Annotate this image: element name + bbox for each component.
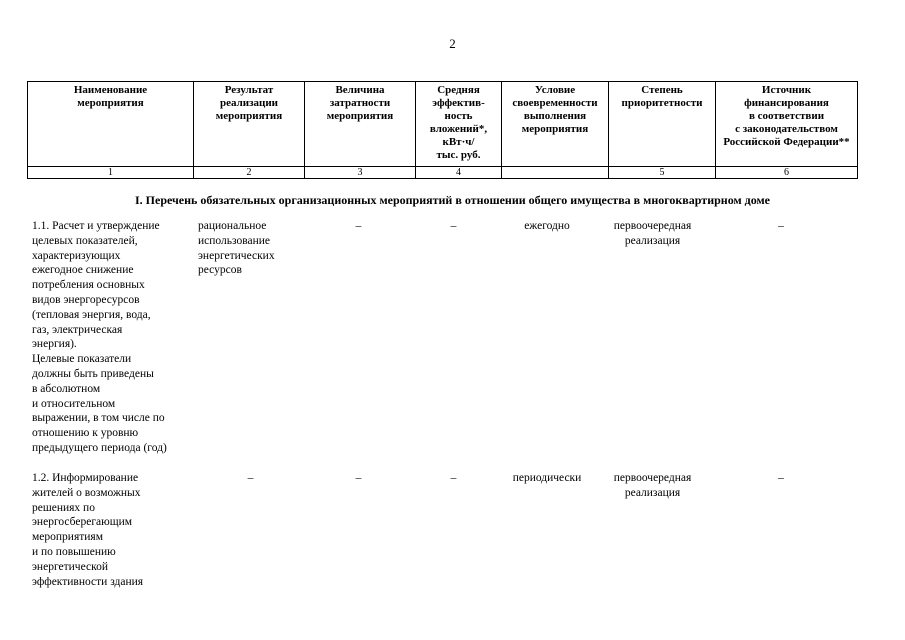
header-table: [27, 81, 858, 179]
measure-cost: –: [355, 220, 362, 232]
measure-result: рациональное использование энергетических ресурсов: [198, 220, 275, 277]
header-condition: Условие своевременности выполнения мероприятия: [502, 82, 609, 167]
header-efficiency: Средняя эффектив- ность вложений*, кВт·ч/ тыс. руб.: [416, 82, 502, 167]
measure-priority: первоочередная реализация: [613, 220, 692, 247]
measure-efficiency: –: [450, 220, 457, 232]
measure-cost: –: [355, 472, 362, 484]
measure-name: 1.2. Информирование жителей о возможных решениях по энергосберегающим мероприятиям и по повышению энергетической эффективности здания: [32, 472, 144, 588]
header-row: [28, 82, 858, 167]
column-number: 4: [416, 167, 502, 179]
header-cost: Величина затратности мероприятия: [305, 82, 416, 167]
section-title: I. Перечень обязательных организационных мероприятий в отношении общего имущества в многоквартирном доме: [134, 193, 770, 207]
column-number: 3: [305, 167, 416, 179]
column-number: 1: [28, 167, 194, 179]
measure-source: –: [778, 220, 784, 232]
column-number: 6: [716, 167, 858, 179]
measure-priority: первоочередная реализация: [613, 472, 692, 499]
column-number: 5: [609, 167, 716, 179]
page-number: 2: [449, 36, 456, 51]
header-priority: Степень приоритетности: [609, 82, 716, 167]
header-result: Результат реализации мероприятия: [194, 82, 305, 167]
column-number: 2: [194, 167, 305, 179]
measure-condition: ежегодно: [524, 220, 570, 232]
measure-result: –: [247, 472, 254, 484]
measure-condition: периодически: [512, 472, 582, 484]
header-name: Наименование мероприятия: [28, 82, 194, 167]
measure-name: 1.1. Расчет и утверждение целевых показателей, характеризующих ежегодное снижение потребления основных видов энергоресурсов (тепловая энергия, вода, газ, электрическая энергия). Целевые показатели должны быть приведены в абсолютном и относительном выражении, в том числе по отношению к уровню предыдущего периода (год): [32, 220, 167, 454]
header-source: Источник финансирования в соответствии с законодательством Российской Федерации**: [716, 82, 858, 167]
measure-source: –: [778, 472, 784, 484]
column-number-row: [28, 167, 858, 179]
measure-efficiency: –: [450, 472, 457, 484]
column-number: [502, 167, 609, 179]
